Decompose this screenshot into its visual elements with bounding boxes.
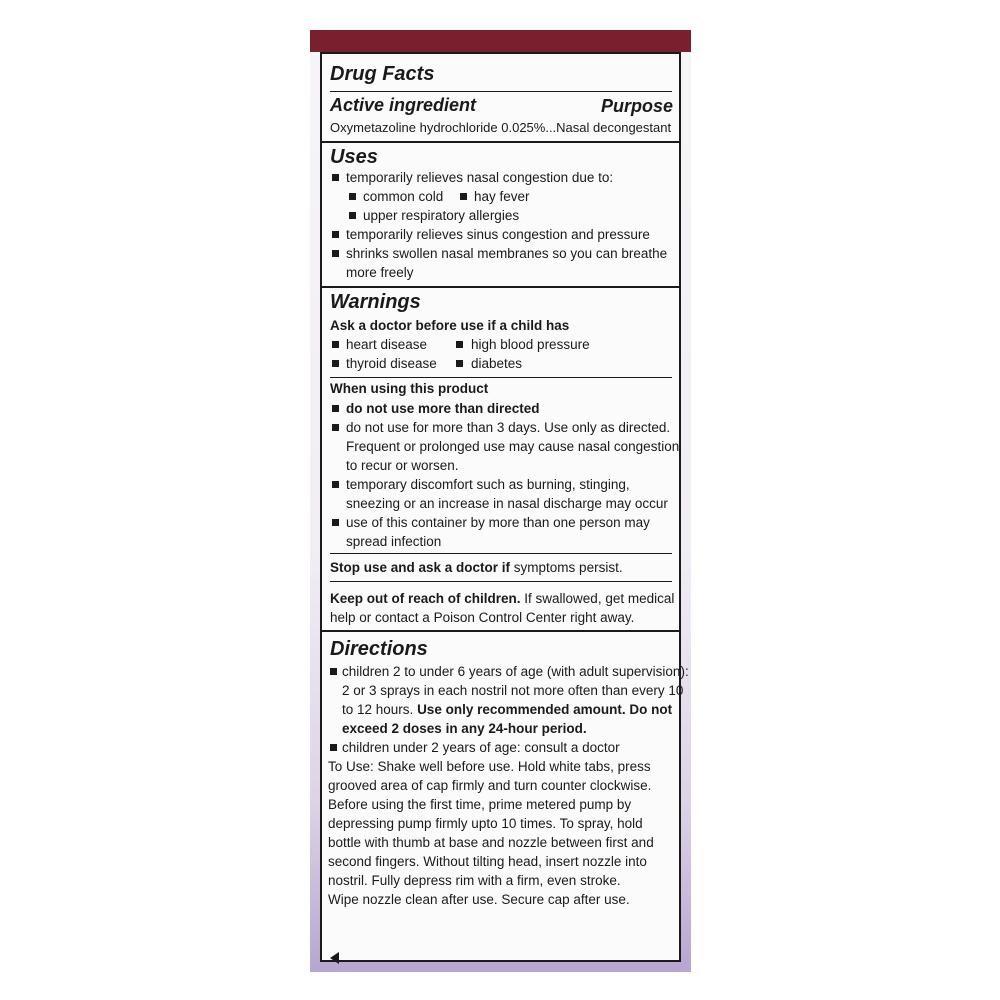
when-using-item-continued: sneezing or an increase in nasal discharge may occur	[346, 496, 668, 511]
stop-use-rest: symptoms persist.	[510, 560, 623, 575]
ask-doctor-heading: Ask a doctor before use if a child has	[330, 318, 570, 333]
divider	[330, 581, 672, 582]
to-use-line: depressing pump firmly upto 10 times. To spray, hold	[328, 816, 643, 831]
top-color-band	[310, 30, 691, 52]
directions-heading: Directions	[330, 638, 428, 660]
purpose-heading: Purpose	[600, 96, 673, 116]
section-divider	[322, 286, 679, 288]
when-using-item-continued: to recur or worsen.	[346, 458, 459, 473]
stop-use-bold: Stop use and ask a doctor if	[330, 560, 511, 575]
to-use-line: grooved area of cap firmly and turn counter clockwise.	[328, 778, 652, 793]
drug-facts-label	[310, 30, 691, 972]
when-using-item: use of this container by more than one person may	[346, 515, 650, 530]
bullet-icon	[332, 481, 339, 488]
directions-item-continued: exceed 2 doses in any 24-hour period.	[342, 721, 587, 736]
warnings-heading: Warnings	[330, 291, 421, 313]
uses-item: shrinks swollen nasal membranes so you can breathe	[346, 246, 668, 261]
when-using-item: temporary discomfort such as burning, stinging,	[346, 477, 630, 492]
bullet-icon	[332, 250, 339, 257]
stop-use-line	[330, 558, 623, 577]
section-divider	[322, 630, 679, 632]
directions-item-continued	[342, 700, 672, 719]
bullet-icon	[332, 519, 339, 526]
uses-subitem: upper respiratory allergies	[363, 208, 520, 223]
divider	[330, 553, 672, 554]
uses-subitem: common cold	[363, 189, 444, 204]
bullet-icon	[332, 424, 339, 431]
bullet-icon	[460, 193, 467, 200]
uses-item-continued: more freely	[346, 265, 414, 280]
keep-out-line	[330, 589, 674, 608]
when-using-item: do not use more than directed	[346, 401, 540, 416]
bullet-icon	[456, 360, 463, 367]
to-use-line: Wipe nozzle clean after use. Secure cap after use.	[328, 892, 630, 907]
bullet-icon	[332, 405, 339, 412]
to-use-line: To Use: Shake well before use. Hold white tabs, press	[328, 759, 651, 774]
directions-item-continued: 2 or 3 sprays in each nostril not more often than every 10	[342, 683, 684, 698]
bullet-icon	[332, 341, 339, 348]
bullet-icon	[332, 174, 339, 181]
bullet-icon	[330, 744, 337, 751]
bullet-icon	[330, 668, 337, 675]
drug-facts-panel	[320, 52, 689, 962]
condition-item: thyroid disease	[346, 356, 437, 371]
when-using-item: do not use for more than 3 days. Use only as directed.	[346, 420, 671, 435]
keep-out-line-continued: help or contact a Poison Control Center right away.	[330, 610, 635, 625]
uses-item: temporarily relieves nasal congestion due to:	[346, 170, 614, 185]
to-use-line: second fingers. Without tilting head, insert nozzle into	[328, 854, 647, 869]
active-ingredient-heading: Active ingredient	[330, 95, 477, 115]
directions-item: children 2 to under 6 years of age (with adult supervision):	[342, 664, 689, 679]
condition-item: diabetes	[471, 356, 523, 371]
section-divider	[322, 141, 679, 143]
when-using-item-continued: spread infection	[346, 534, 442, 549]
condition-item: heart disease	[346, 337, 428, 352]
ingredient-line: Oxymetazoline hydrochloride 0.025%...Nasal decongestant	[330, 120, 672, 135]
condition-item: high blood pressure	[471, 337, 590, 352]
bullet-icon	[456, 341, 463, 348]
when-using-item-continued: Frequent or prolonged use may cause nasal congestion	[346, 439, 680, 454]
divider	[330, 377, 672, 378]
when-using-heading: When using this product	[330, 381, 489, 396]
divider	[330, 91, 672, 92]
directions-plain-text: to 12 hours.	[342, 702, 418, 717]
keep-out-bold: Keep out of reach of children.	[330, 591, 521, 606]
uses-item: temporarily relieves sinus congestion and pressure	[346, 227, 650, 242]
uses-heading: Uses	[330, 146, 378, 168]
to-use-line: Before using the first time, prime metered pump by	[328, 797, 632, 812]
to-use-line: nostril. Fully depress rim with a firm, even stroke.	[328, 873, 621, 888]
bullet-icon	[332, 231, 339, 238]
keep-out-rest: If swallowed, get medical	[520, 591, 675, 606]
bullet-icon	[349, 212, 356, 219]
directions-bold-text: Use only recommended amount. Do not	[417, 702, 673, 717]
bullet-icon	[349, 193, 356, 200]
left-triangle-icon	[330, 952, 339, 964]
bullet-icon	[332, 360, 339, 367]
directions-item: children under 2 years of age: consult a doctor	[342, 740, 620, 755]
uses-subitem: hay fever	[474, 189, 530, 204]
drug-facts-title: Drug Facts	[330, 63, 435, 85]
to-use-line: bottle with thumb at base and nozzle between first and	[328, 835, 654, 850]
